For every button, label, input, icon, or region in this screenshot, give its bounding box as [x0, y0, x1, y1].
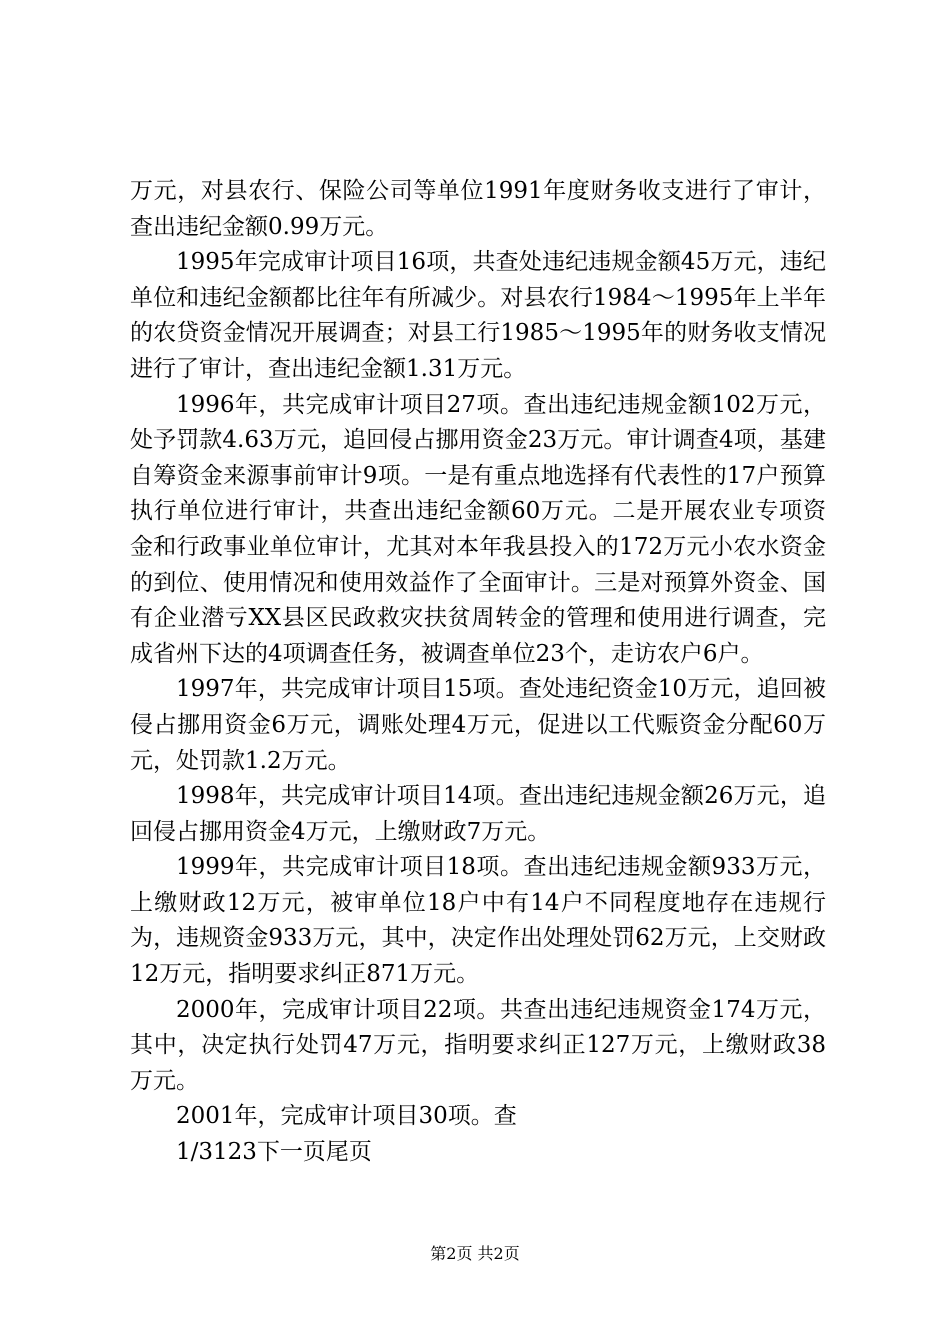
last-page-link[interactable]: 尾页: [325, 1139, 372, 1166]
paragraph: 1997年，共完成审计项目15项。查处违纪资金10万元，追回被侵占挪用资金6万元，调账处理4万元，促进以工代赈资金分配60万元，处罚款1.2万元。: [130, 676, 826, 774]
paragraph: 1998年，共完成审计项目14项。查出违纪违规金额26万元，追回侵占挪用资金4万元，上缴财政7万元。: [130, 783, 826, 845]
paragraph: 1995年完成审计项目16项，共查处违纪违规金额45万元，违纪单位和违纪金额都比往年有所减少。对县农行1984～1995年上半年的农贷资金情况开展调查；对县工行1985～1995年的财务收支情况进行了审计，查出违纪金额1.31万元。: [130, 249, 826, 382]
page-count: 1/3123: [176, 1139, 257, 1166]
paragraph: 万元，对县农行、保险公司等单位1991年度财务收支进行了审计，查出违纪金额0.99万元。: [130, 178, 826, 240]
paragraph: 2001年，完成审计项目30项。查: [176, 1103, 517, 1130]
page-footer: 第2页 共2页: [430, 1244, 520, 1263]
document-body: [130, 174, 826, 1171]
pagination-nav: [130, 1135, 826, 1171]
paragraph: 1996年，共完成审计项目27项。查出违纪违规金额102万元，处予罚款4.63万元，追回侵占挪用资金23万元。审计调查4项，基建自筹资金来源事前审计9项。一是有重点地选择有代表性的17户预算执行单位进行审计，共查出违纪金额60万元。二是开展农业专项资金和行政事业单位审计，尤其对本年我县投入的172万元小农水资金的到位、使用情况和使用效益作了全面审计。三是对预算外资金、国有企业潜亏XX县区民政救灾扶贫周转金的管理和使用进行调查，完成省州下达的4项调查任务，被调查单位23个，走访农户6户。: [130, 391, 826, 667]
paragraph: 2000年，完成审计项目22项。共查出违纪违规资金174万元，其中，决定执行处罚47万元，指明要求纠正127万元，上缴财政38万元。: [130, 996, 826, 1094]
next-page-link[interactable]: 下一页: [256, 1139, 326, 1166]
paragraph: 1999年，共完成审计项目18项。查出违纪违规金额933万元，上缴财政12万元，被审单位18户中有14户不同程度地存在违规行为，违规资金933万元，其中，决定作出处理处罚62万元，上交财政12万元，指明要求纠正871万元。: [130, 854, 826, 988]
